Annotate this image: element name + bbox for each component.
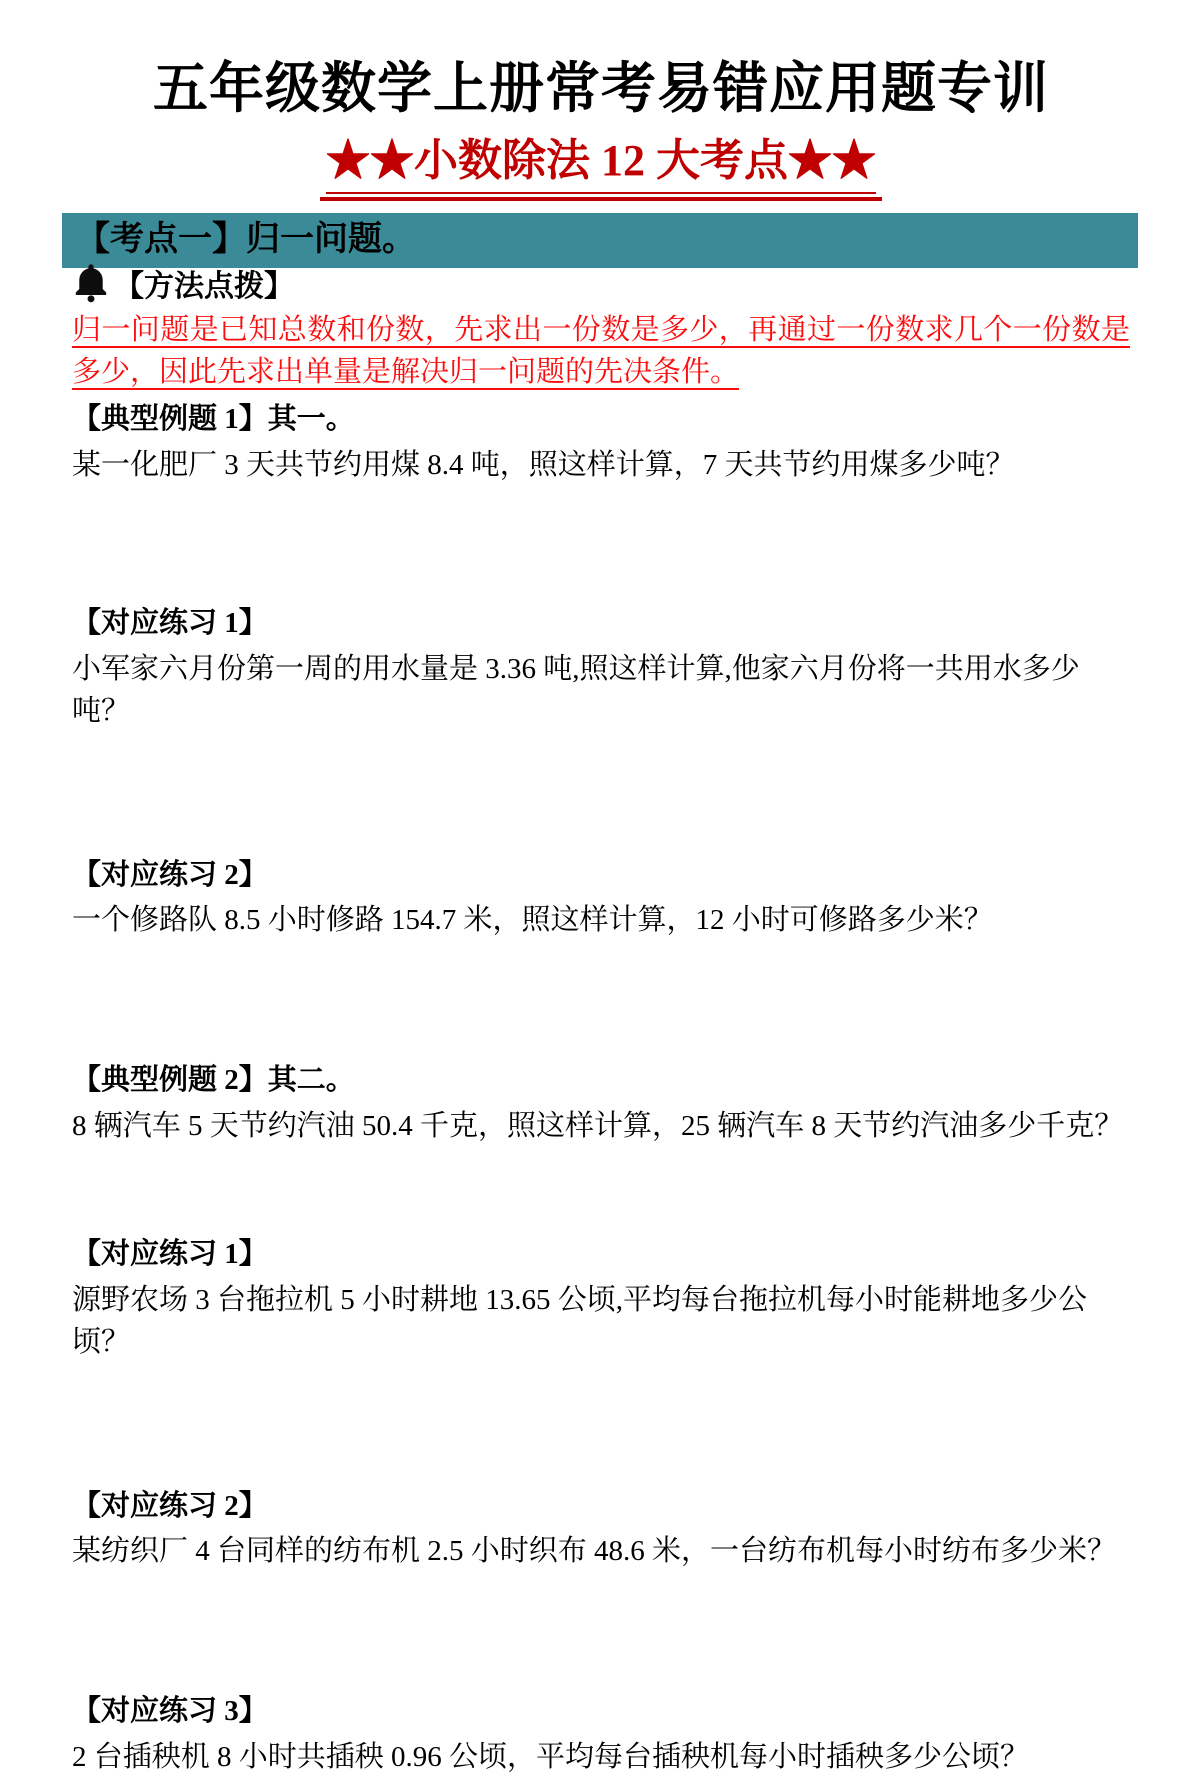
section-heading: 【典型例题 2】其二。: [72, 1064, 355, 1097]
section-example-1: [72, 399, 1130, 486]
subtitle-text: ★★小数除法 12 大考点★★: [326, 135, 876, 194]
section-heading: 【典型例题 1】其一。: [72, 403, 355, 436]
method-tip-text: 归一问题是已知总数和份数，先求出一份数是多少，再通过一份数求几个一份数是多少，因此先求出单量是解决归一问题的先决条件。: [72, 314, 1130, 389]
problem-text: 某纺织厂 4 台同样的纺布机 2.5 小时织布 48.6 米，一台纺布机每小时纺布多少米？: [72, 1535, 1117, 1568]
problem-text: 小军家六月份第一周的用水量是 3.36 吨,照这样计算,他家六月份将一共用水多少吨？: [72, 652, 1080, 727]
section-heading: 【对应练习 2】: [72, 1489, 268, 1522]
section-practice-2b: [72, 1486, 1130, 1573]
page-subtitle: [72, 135, 1130, 201]
problem-text: 一个修路队 8.5 小时修路 154.7 米，照这样计算，12 小时可修路多少米？: [72, 904, 993, 937]
section-heading: 【对应练习 2】: [72, 858, 268, 891]
section-example-2: [72, 1060, 1130, 1147]
topic-banner-text: 【考点一】归一问题。: [76, 220, 416, 258]
section-heading: 【对应练习 1】: [72, 606, 268, 639]
problem-text: 某一化肥厂 3 天共节约用煤 8.4 吨，照这样计算，7 天共节约用煤多少吨？: [72, 448, 1015, 481]
subtitle-underline: [320, 135, 882, 201]
section-heading: 【对应练习 3】: [72, 1695, 268, 1728]
section-heading: 【对应练习 1】: [72, 1237, 268, 1270]
section-practice-2: [72, 855, 1130, 942]
section-practice-1: [72, 603, 1130, 732]
method-label: 【方法点拨】: [114, 269, 294, 303]
problem-text: 2 台插秧机 8 小时共插秧 0.96 公顷，平均每台插秧机每小时插秧多少公顷？: [72, 1740, 1030, 1773]
bell-icon: [72, 261, 110, 305]
topic-banner: [62, 213, 1138, 268]
problem-text: 8 辆汽车 5 天节约汽油 50.4 千克，照这样计算，25 辆汽车 8 天节约汽油多少千克？: [72, 1109, 1124, 1142]
method-row: [72, 268, 1130, 306]
problem-text: 源野农场 3 台拖拉机 5 小时耕地 13.65 公顷,平均每台拖拉机每小时能耕地多少公顷？: [72, 1283, 1088, 1358]
section-practice-3: [72, 1691, 1130, 1778]
page-title: 五年级数学上册常考易错应用题专训: [152, 57, 1049, 119]
section-practice-1b: [72, 1234, 1130, 1363]
